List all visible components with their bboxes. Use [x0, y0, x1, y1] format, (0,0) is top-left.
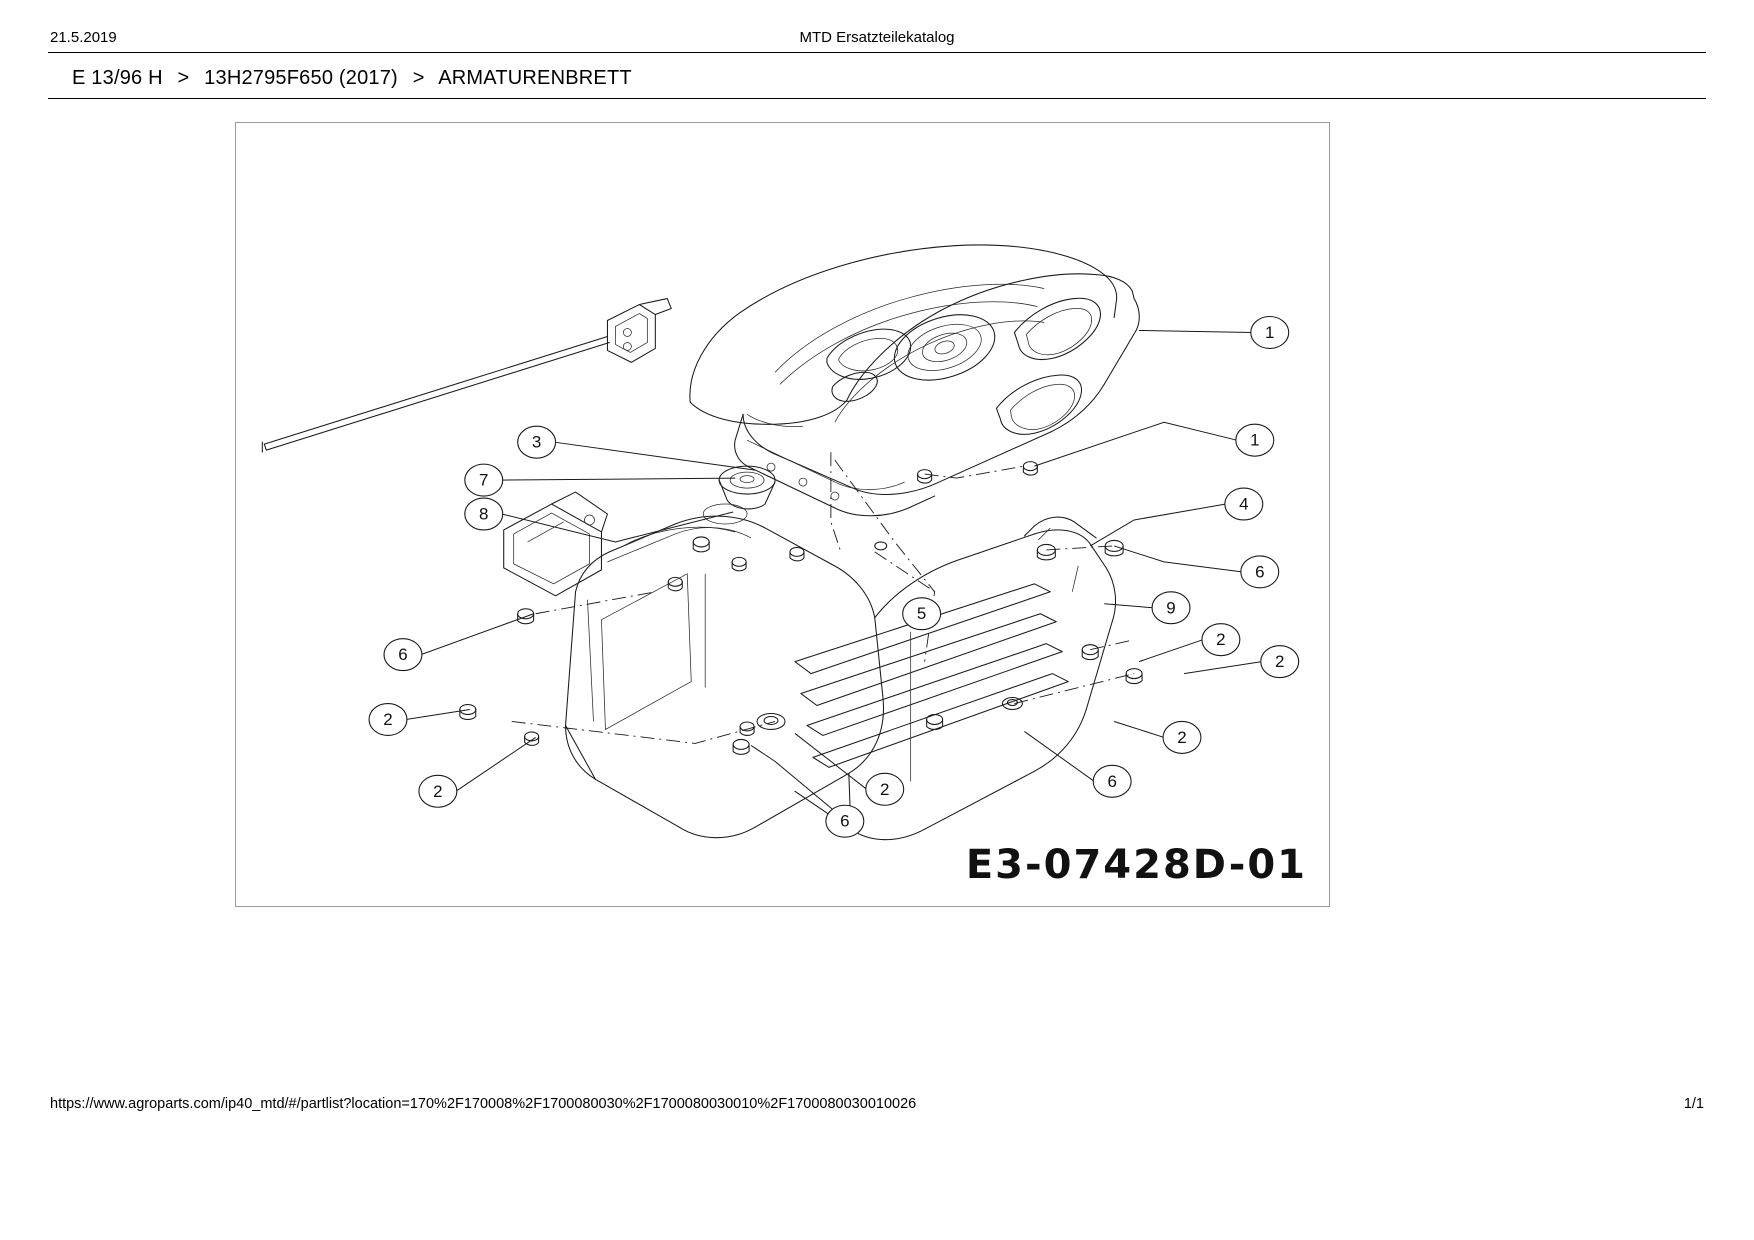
- print-footer: [50, 1094, 1704, 1114]
- breadcrumb-separator: >: [177, 67, 190, 89]
- breadcrumb: [72, 64, 632, 92]
- callout-label: 1: [1265, 322, 1275, 342]
- print-header: [50, 28, 1704, 48]
- breadcrumb-item-model[interactable]: E 13/96 H: [72, 67, 163, 89]
- leader-lines: [406, 330, 1265, 811]
- callout-label: 6: [1255, 562, 1265, 582]
- callout-label: 5: [916, 604, 927, 624]
- callout-label: 2: [1177, 727, 1187, 747]
- callout-label: 3: [531, 432, 542, 452]
- dashboard-upper-assembly: [262, 245, 1139, 516]
- header-divider-top: [48, 52, 1706, 53]
- callout-label: 2: [383, 709, 393, 729]
- callout-label: 2: [880, 779, 890, 799]
- assembly-centerlines: [512, 452, 1134, 743]
- print-date: 21.5.2019: [50, 29, 117, 46]
- parts-diagram-frame: [235, 122, 1330, 907]
- drawing-code: E3-07428D-01: [965, 842, 1307, 888]
- page-number: 1/1: [1683, 1096, 1704, 1112]
- callout-2-e: [419, 775, 457, 807]
- callout-label: 8: [479, 504, 489, 524]
- parts-exploded-diagram: [236, 123, 1329, 906]
- callout-label: 6: [1107, 771, 1117, 791]
- callout-6-a: [1241, 556, 1279, 588]
- grille-lower-assembly: [504, 492, 1116, 840]
- callout-5: [903, 598, 941, 630]
- callout-3: [518, 426, 556, 458]
- source-url[interactable]: https://www.agroparts.com/ip40_mtd/#/partlist?location=170%2F170008%2F1700080030%2F1700080030010%2F1700080030010026: [50, 1096, 917, 1112]
- callout-label: 6: [840, 811, 850, 831]
- callout-2-c: [1163, 721, 1201, 753]
- callout-label: 7: [479, 470, 489, 490]
- document-title: MTD Ersatzteilekatalog: [799, 29, 955, 46]
- callout-label: 9: [1166, 598, 1176, 618]
- breadcrumb-item-assembly[interactable]: ARMATURENBRETT: [438, 67, 632, 89]
- callout-9: [1152, 592, 1190, 624]
- callout-8: [465, 498, 503, 530]
- callout-6-d: [826, 805, 864, 837]
- callout-6-c: [1093, 765, 1131, 797]
- callout-2-f: [866, 773, 904, 805]
- callout-balloons: [369, 317, 1299, 838]
- callout-label: 2: [1275, 652, 1285, 672]
- callout-label: 1: [1250, 430, 1260, 450]
- callout-1-b: [1236, 424, 1274, 456]
- breadcrumb-item-serial[interactable]: 13H2795F650 (2017): [204, 67, 398, 89]
- callout-1-a: [1251, 317, 1289, 349]
- breadcrumb-separator: >: [412, 67, 425, 89]
- callout-label: 6: [398, 645, 408, 665]
- callout-label: 4: [1239, 494, 1249, 514]
- hardware-parts: [460, 462, 1142, 755]
- callout-label: 2: [1216, 630, 1226, 650]
- callout-6-b: [384, 639, 422, 671]
- header-divider-bottom: [48, 98, 1706, 99]
- callout-2-a: [1202, 624, 1240, 656]
- callout-7: [465, 464, 503, 496]
- callout-2-d: [369, 704, 407, 736]
- callout-2-b: [1261, 646, 1299, 678]
- callout-label: 2: [433, 781, 443, 801]
- callout-4: [1225, 488, 1263, 520]
